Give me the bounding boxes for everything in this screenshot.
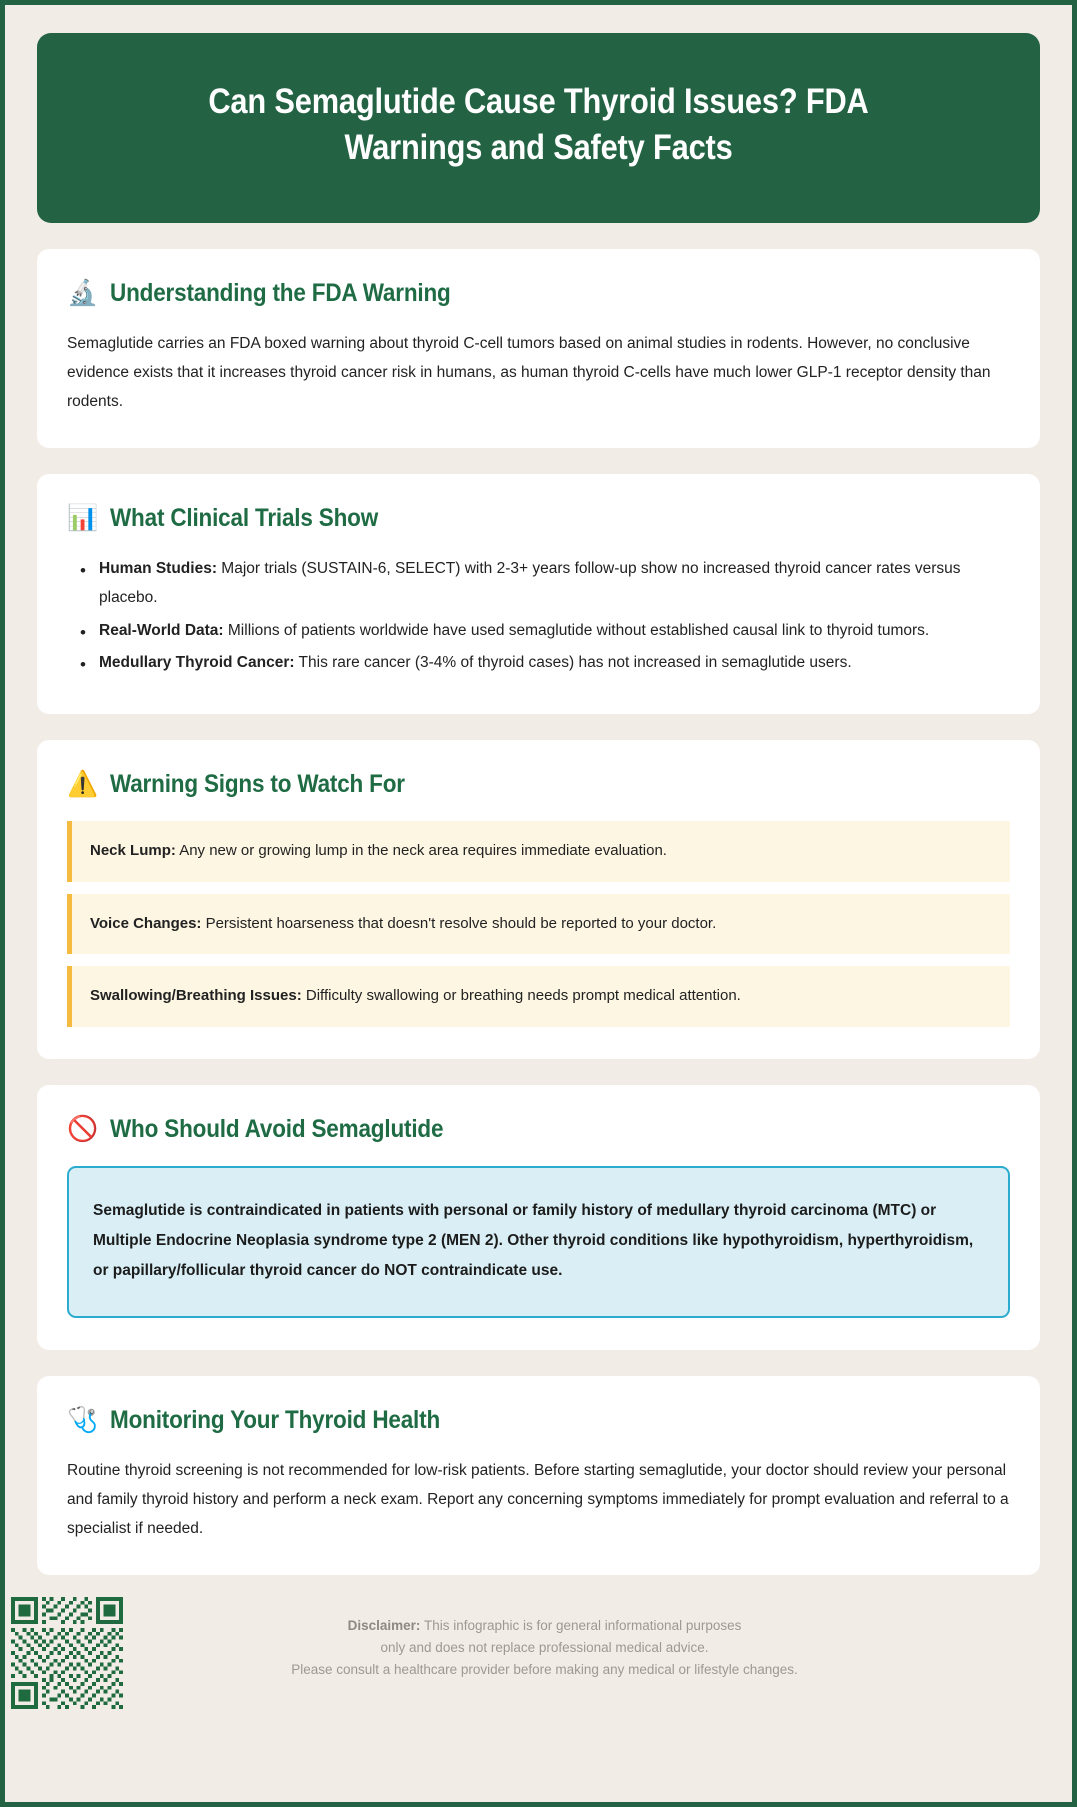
page-title: Can Semaglutide Cause Thyroid Issues? FDA Warnings and Safety Facts xyxy=(208,82,869,168)
warning-item-text: Persistent hoarseness that doesn't resolve should be reported to your doctor. xyxy=(201,914,717,932)
warning-item-text: Any new or growing lump in the neck area requires immediate evaluation. xyxy=(175,842,667,860)
section-body-monitoring: Routine thyroid screening is not recommended for low-risk patients. Before starting semaglutide, your doctor should review your personal and family thyroid history and perform a neck exam. Report any concerning symptoms immediately for prompt evaluation and referral to a specialist if needed. xyxy=(67,1462,1009,1537)
list-item xyxy=(67,617,1010,646)
section-header xyxy=(67,279,1010,308)
section-card-who-should-avoid xyxy=(37,1085,1040,1351)
stethoscope-icon: 🩺 xyxy=(67,1406,99,1435)
warning-triangle-icon: ⚠️ xyxy=(67,770,99,799)
disclaimer-label: Disclaimer: xyxy=(347,1618,421,1634)
section-header xyxy=(67,504,1010,533)
header-banner xyxy=(37,33,1040,223)
disclaimer-text xyxy=(129,1597,1040,1681)
section-title-clinical-trials: What Clinical Trials Show xyxy=(110,504,379,533)
footer xyxy=(37,1575,1040,1709)
section-card-monitoring xyxy=(37,1376,1040,1575)
section-card-warning-signs xyxy=(37,740,1040,1059)
warning-item-text: Difficulty swallowing or breathing needs prompt medical attention. xyxy=(301,987,741,1005)
section-header xyxy=(67,1406,1010,1435)
warning-item-label: Neck Lump: xyxy=(90,842,176,860)
list-item xyxy=(67,555,1010,612)
list-item-label: Human Studies: xyxy=(99,560,217,578)
section-body-fda-warning: Semaglutide carries an FDA boxed warning about thyroid C-cell tumors based on animal studies in rodents. However, no conclusive evidence exists that it increases thyroid cancer risk in humans, as human thyroid C-cells have much lower GLP-1 receptor density than rodents. xyxy=(67,335,991,410)
section-title-fda-warning: Understanding the FDA Warning xyxy=(110,279,451,308)
section-header xyxy=(67,770,1010,799)
warning-item xyxy=(67,821,1010,882)
section-title-who-should-avoid: Who Should Avoid Semaglutide xyxy=(110,1114,444,1143)
clinical-trials-list xyxy=(67,555,1010,678)
warning-item-label: Voice Changes: xyxy=(90,914,202,932)
list-item-text: This rare cancer (3-4% of thyroid cases) has not increased in semaglutide users. xyxy=(294,654,852,672)
section-title-warning-signs: Warning Signs to Watch For xyxy=(110,770,405,799)
microscope-icon: 🔬 xyxy=(67,279,99,308)
disclaimer-line-1: This infographic is for general informational purposes xyxy=(420,1618,742,1634)
disclaimer-line-2: only and does not replace professional medical advice. xyxy=(380,1640,709,1656)
list-item-text: Major trials (SUSTAIN-6, SELECT) with 2-3+ years follow-up show no increased thyroid cancer rates versus placebo. xyxy=(99,560,961,607)
contraindication-callout: Semaglutide is contraindicated in patients with personal or family history of medullary thyroid carcinoma (MTC) or Multiple Endocrine Neoplasia syndrome type 2 (MEN 2). Other thyroid conditions like hypothyroidism, hyperthyroidism, or papillary/follicular thyroid cancer do NOT contraindicate use. xyxy=(67,1166,1010,1319)
section-title-monitoring: Monitoring Your Thyroid Health xyxy=(110,1406,441,1435)
section-card-fda-warning xyxy=(37,249,1040,448)
disclaimer-line-3: Please consult a healthcare provider before making any medical or lifestyle changes. xyxy=(291,1661,798,1677)
list-item-label: Real-World Data: xyxy=(99,621,224,639)
list-item-text: Millions of patients worldwide have used semaglutide without established causal link to thyroid tumors. xyxy=(223,621,930,639)
qr-code-icon[interactable] xyxy=(11,1597,123,1709)
section-header xyxy=(67,1115,1010,1144)
qr-code-wrapper[interactable] xyxy=(11,1597,129,1709)
warning-item xyxy=(67,966,1010,1027)
list-item-label: Medullary Thyroid Cancer: xyxy=(99,654,295,672)
warning-item-label: Swallowing/Breathing Issues: xyxy=(90,987,302,1005)
section-card-clinical-trials xyxy=(37,474,1040,714)
prohibited-icon: 🚫 xyxy=(67,1114,99,1143)
warning-item xyxy=(67,894,1010,955)
bar-chart-icon: 📊 xyxy=(67,504,99,533)
list-item xyxy=(67,649,1010,678)
